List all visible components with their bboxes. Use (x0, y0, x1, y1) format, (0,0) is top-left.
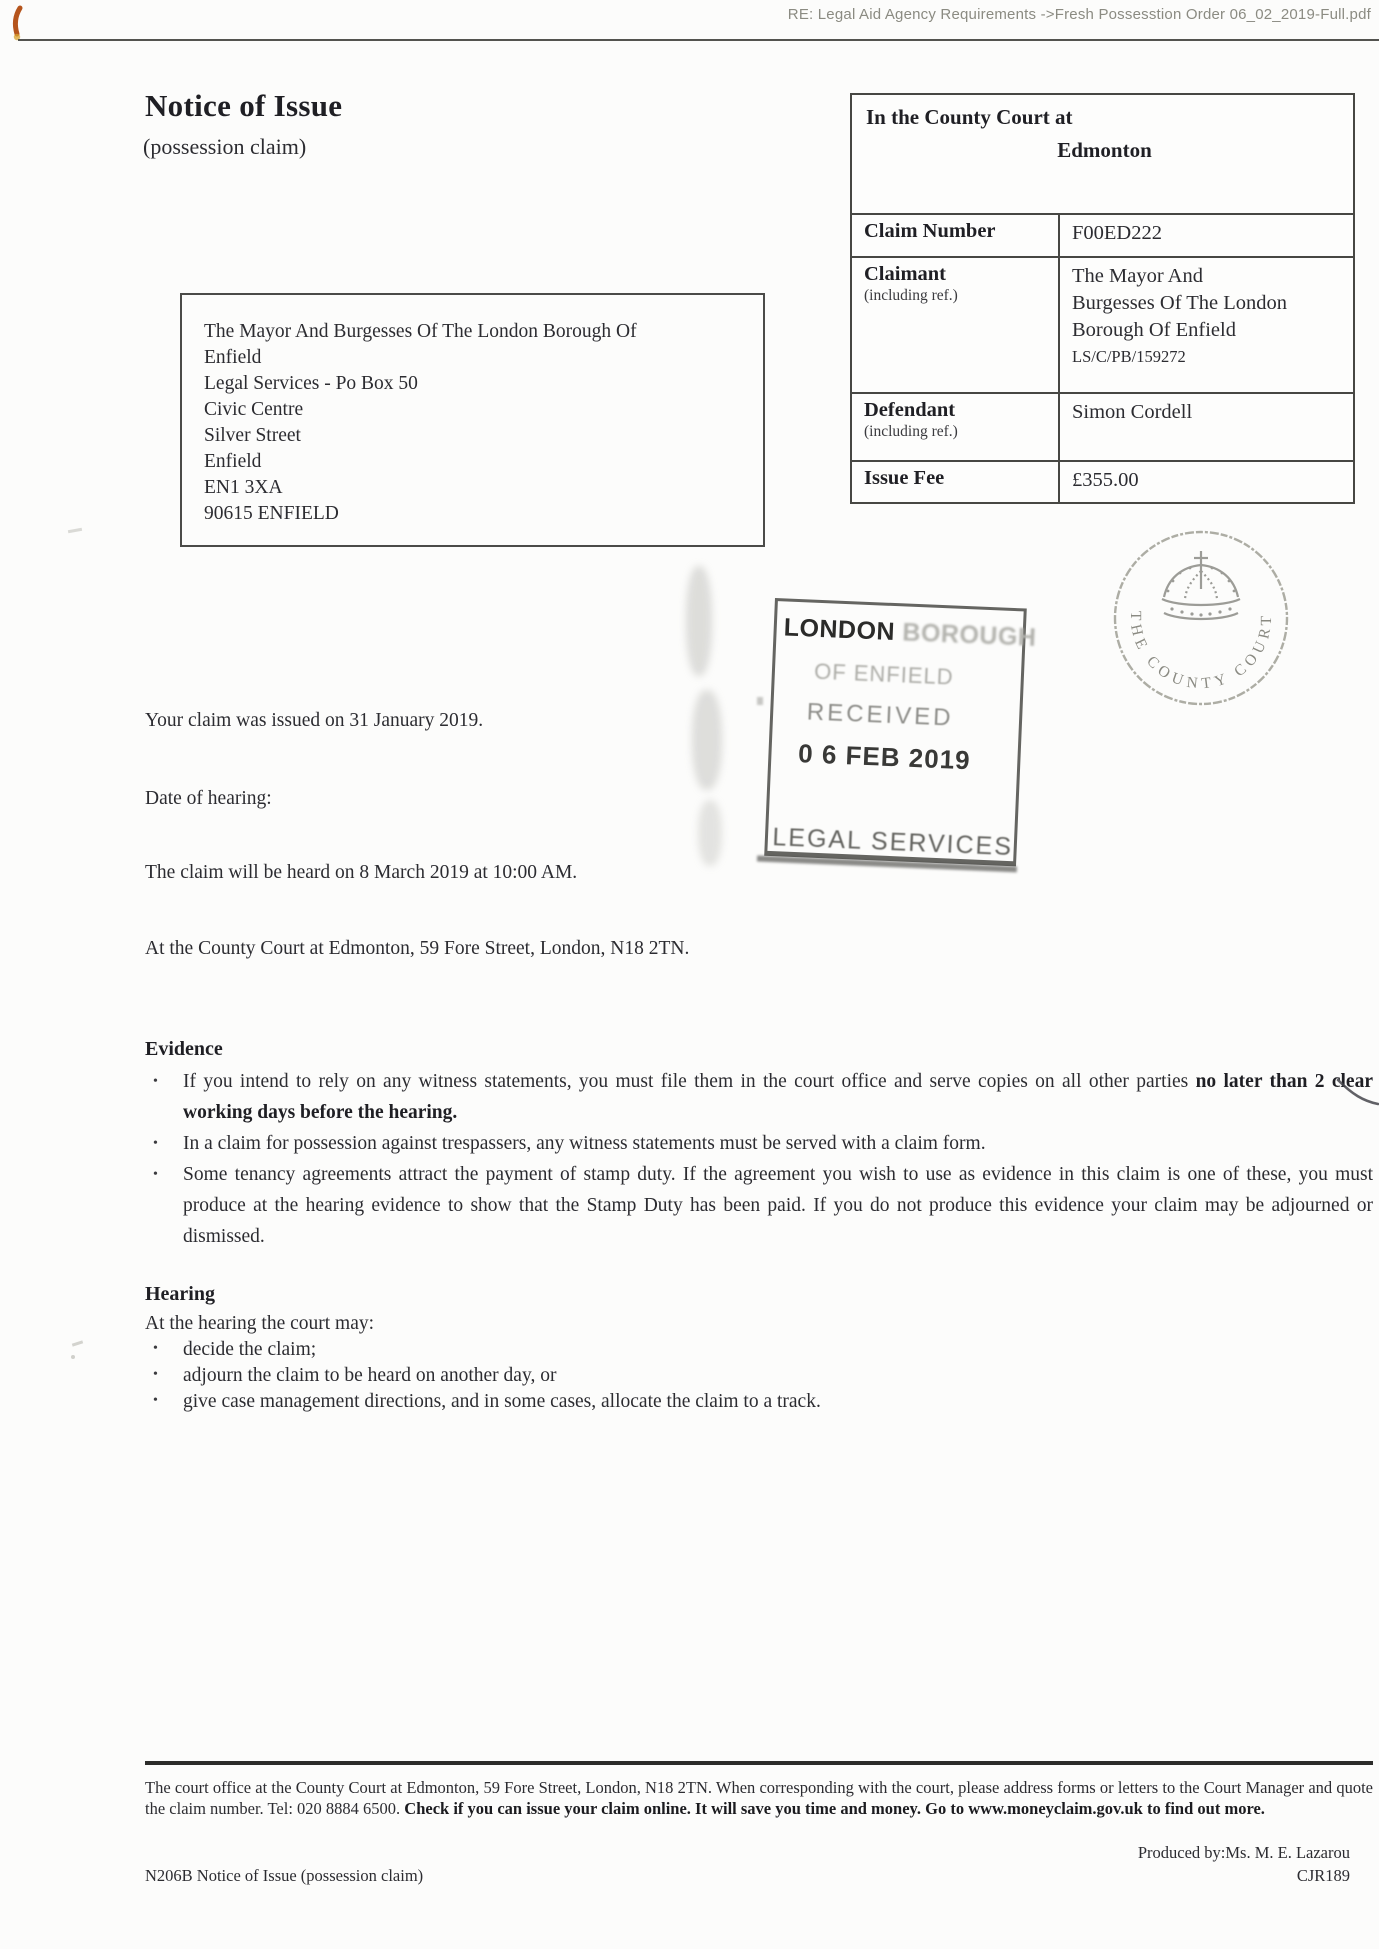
evidence-bullet-2: • In a claim for possession against trespassers, any witness statements must be served with a claim form. (145, 1128, 1373, 1159)
hearing-bullet-1: • decide the claim; (145, 1337, 1373, 1363)
pen-stroke-mark (1328, 1072, 1379, 1116)
scan-smudge (692, 690, 722, 790)
table-row-issue-fee (852, 462, 1353, 502)
evidence-section (145, 1038, 1373, 1252)
address-line: Silver Street (204, 425, 301, 446)
claim-number-label-cell (852, 215, 1060, 256)
claimant-value-cell (1060, 258, 1353, 392)
footer-bottom-row (145, 1866, 1350, 1886)
evidence-bullet-3: • Some tenancy agreements attract the payment of stamp duty. If the agreement you wish to use as evidence in this claim is one of these, you must produce at the hearing evidence to show that the Stamp Duty has been paid. If you do not produce this evidence your claim may be adjourned or dismissed. (145, 1159, 1373, 1252)
address-line: Enfield (204, 347, 262, 368)
stamp-received-word: RECEIVED (806, 698, 955, 732)
hearing-bullet-3: • give case management directions, and in some cases, allocate the claim to a track. (145, 1389, 1373, 1415)
document-subtitle: (possession claim) (143, 134, 307, 159)
address-line: 90615 ENFIELD (204, 503, 339, 524)
court-office-bold-text: Check if you can issue your claim online. It will save you time and money. Go to www.moneyclaim.gov.uk to find out more. (404, 1798, 1265, 1818)
seal-text: THE COUNTY COURT (1126, 610, 1276, 693)
stamp-legal-services: LEGAL SERVICES (771, 823, 1014, 862)
scan-smudge (698, 800, 722, 866)
stamp-org-faded: BOROUGH (901, 618, 1037, 652)
claimant-name-line: Borough Of Enfield (1072, 319, 1236, 341)
titlebar-divider (18, 39, 1379, 41)
scan-smudge (686, 566, 712, 676)
claim-number-label: Claim Number (864, 220, 996, 242)
address-line: The Mayor And Burgesses Of The London Borough Of (204, 321, 637, 342)
court-header-line1: In the County Court at (866, 105, 1073, 129)
evidence-bullet-1-bold: no later than 2 clear working days before the hearing. (183, 1071, 1373, 1123)
crown-icon (1162, 551, 1240, 619)
evidence-bullet-1-text: If you intend to rely on any witness statements, you must file them in the court office and serve copies on all other parties (183, 1071, 1196, 1092)
date-of-hearing-label: Date of hearing: (145, 788, 272, 809)
address-line: EN1 3XA (204, 477, 283, 498)
evidence-bullet-1 (145, 1066, 1373, 1128)
footer-divider (145, 1761, 1373, 1765)
hearing-bullet-2: • adjourn the claim to be heard on another day, or (145, 1363, 1373, 1389)
claimant-name-line: The Mayor And (1072, 265, 1203, 287)
document-title: Notice of Issue (145, 88, 343, 123)
table-row-defendant (852, 394, 1353, 462)
issue-fee-label: Issue Fee (864, 467, 945, 489)
evidence-heading: Evidence (145, 1038, 223, 1060)
defendant-label: Defendant (864, 399, 956, 421)
form-code: CJR189 (1296, 1866, 1350, 1885)
table-row-claimant (852, 258, 1353, 394)
address-line: Enfield (204, 451, 262, 472)
claim-number-value: F00ED222 (1072, 222, 1162, 244)
claim-details-table (850, 93, 1355, 504)
court-header-line2: Edmonton (1057, 138, 1152, 162)
court-office-paragraph (145, 1778, 1373, 1819)
claimant-label-cell (852, 258, 1060, 392)
scan-margin-mark (71, 1355, 75, 1359)
stamp-of-enfield: OF ENFIELD (813, 658, 955, 690)
claimant-sublabel: (including ref.) (864, 287, 958, 304)
produced-by-line: Produced by:Ms. M. E. Lazarou (1137, 1843, 1350, 1862)
claimant-name-line: Burgesses Of The London (1072, 292, 1288, 314)
issue-fee-label-cell (852, 462, 1060, 502)
defendant-name: Simon Cordell (1072, 401, 1193, 423)
defendant-value-cell (1060, 394, 1353, 460)
court-office-text: The court office at the County Court at Edmonton, 59 Fore Street, London, N18 2TN. When corresponding with the court, please address forms or letters to the Court Manager and quote the claim number. Tel: 020 8884 6500. (145, 1778, 1373, 1818)
stamp-org-line (783, 613, 1037, 653)
claim-issued-line: Your claim was issued on 31 January 2019. (145, 710, 484, 731)
address-line: Legal Services - Po Box 50 (204, 373, 418, 394)
claimant-reference: LS/C/PB/159272 (1072, 347, 1186, 366)
hearing-section (145, 1283, 1373, 1415)
hearing-intro: At the hearing the court may: (145, 1313, 375, 1334)
court-header-cell (852, 95, 1353, 215)
claimant-address-box (180, 293, 765, 547)
hearing-heading: Hearing (145, 1283, 215, 1305)
stamp-date: 0 6 FEB 2019 (797, 738, 972, 776)
pdf-filename: RE: Legal Aid Agency Requirements ->Fresh Possesstion Order 06_02_2019-Full.pdf (787, 6, 1371, 23)
form-reference: N206B Notice of Issue (possession claim) (145, 1866, 424, 1885)
scan-margin-mark (72, 1340, 83, 1346)
viewer-titlebar (0, 0, 1379, 44)
issue-fee-value: £355.00 (1072, 469, 1139, 491)
hearing-venue-line: At the County Court at Edmonton, 59 Fore Street, London, N18 2TN. (145, 938, 690, 959)
table-row-claim-number (852, 215, 1353, 258)
scan-margin-mark (68, 528, 82, 533)
defendant-label-cell (852, 394, 1060, 460)
county-court-seal (1106, 523, 1296, 713)
hearing-date-line: The claim will be heard on 8 March 2019 at 10:00 AM. (145, 862, 578, 883)
defendant-sublabel: (including ref.) (864, 423, 958, 440)
claimant-label: Claimant (864, 263, 946, 285)
issue-fee-value-cell (1060, 462, 1353, 502)
stamp-org-dark: LONDON (783, 613, 896, 647)
address-line: Civic Centre (204, 399, 304, 420)
claim-number-value-cell (1060, 215, 1353, 256)
received-stamp (764, 598, 1037, 866)
